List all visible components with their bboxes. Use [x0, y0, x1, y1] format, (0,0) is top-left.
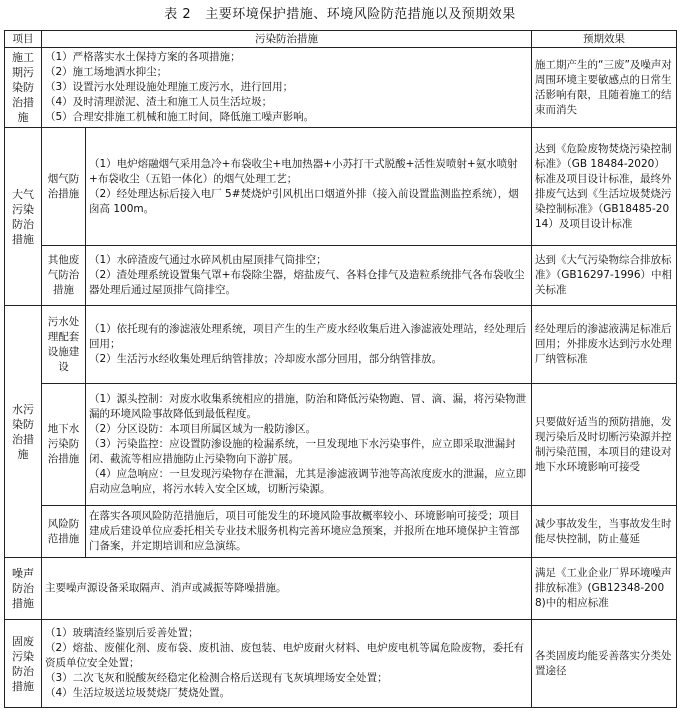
measure-line: （2）渣处理系统设置集气罩+布袋除尘器，熔盐废气、各料仓排气及造粒系统排气各布袋收尘器处理后通过屋顶排气筒排空。 [89, 269, 525, 296]
table-row [5, 246, 677, 306]
measure-line: （4）及时清理淤泥、渣土和施工人员生活垃圾； [45, 96, 273, 108]
measure-line: （3）污染监控：应设置防渗设施的检漏系统，一旦发现地下水污染事件，应立即采取泄漏封闭、截流等相应措施防止污染物向下游扩展。 [89, 438, 516, 465]
table-row [5, 128, 677, 246]
header-row [5, 31, 677, 48]
measures-cell [86, 384, 532, 506]
table-number: 表 2 [164, 7, 192, 22]
measure-line: （2）生活污水经收集处理后纳管排放；冷却废水部分回用，部分纳管排放。 [89, 353, 443, 365]
subcategory-cell: 风险防范措施 [42, 506, 86, 558]
category-cell: 水污染防治措施 [5, 306, 42, 558]
effect-cell: 减少事故发生，当事故发生时能尽快控制，防止蔓延 [532, 506, 677, 558]
header-measures: 污染防治措施 [42, 31, 532, 48]
effect-cell: 各类固废均能妥善落实分类处置途径 [532, 620, 677, 708]
measure-line: （1）水碎渣废气通过水碎风机由屋顶排气筒排空； [89, 254, 327, 266]
measure-line: （2）分区设防：本项目所属区域为一般防渗区。 [89, 423, 317, 435]
subcategory-cell: 其他废气防治措施 [42, 246, 86, 306]
measure-line: （4）生活垃圾送垃圾焚烧厂焚烧处置。 [45, 687, 231, 699]
table-row [5, 506, 677, 558]
subcategory-cell: 地下水污染防治措施 [42, 384, 86, 506]
measure-line: （1）电炉熔融烟气采用急冷+布袋收尘+电加热器+小苏打干式脱酸+活性炭喷射+氨水喷射+布袋收尘（五铅一体化）的烟气处理工艺； [89, 157, 518, 185]
measure-line: （1）玻璃渣经鉴别后妥善处置； [45, 627, 199, 639]
measures-cell [86, 306, 532, 384]
measures-table [4, 30, 677, 708]
measure-line: （3）设置污水处理设施处理施工废污水，进行回用； [45, 81, 294, 93]
category-cell: 固废污染防治措施 [5, 620, 42, 708]
measure-line: （1）源头控制：对废水收集系统相应的措施，防治和降低污染物跑、冒、滴、漏，将污染物泄漏的环境风险事故降低到最低程度。 [89, 393, 527, 420]
measures-cell [86, 246, 532, 306]
measure-line: （2）经处理达标后接入电厂 5#焚烧炉引风机出口烟道外排（接入前设置监测监控系统），烟囱高 100m。 [89, 187, 519, 215]
category-cell: 噪声防治措施 [5, 558, 42, 620]
effect-cell: 满足《工业企业厂界环境噪声排放标准》(GB12348-2008)中的相应标准 [532, 558, 677, 620]
header-item: 项目 [5, 31, 42, 48]
measure-line: （2）施工场地洒水抑尘； [45, 66, 168, 78]
table-row [5, 558, 677, 620]
category-cell: 大气污染防治措施 [5, 128, 42, 306]
table-row [5, 306, 677, 384]
subcategory-cell: 烟气防治措施 [42, 128, 86, 246]
table-row [5, 620, 677, 708]
effect-cell: 只要做好适当的预防措施，发现污染后及时切断污染源并控制污染范围，本项目的建设对地下水环境影响可接受 [532, 384, 677, 506]
measure-line: （1）严格落实水土保持方案的各项措施； [45, 51, 241, 63]
measures-cell [42, 48, 532, 128]
effect-cell: 施工期产生的“三废”及噪声对周围环境主要敏感点的日常生活影响有限，且随着施工的结束而消失 [532, 48, 677, 128]
effect-cell: 达到《大气污染物综合排放标准》（GB16297-1996）中相关标准 [532, 246, 677, 306]
subcategory-cell: 污水处理配套设施建设 [42, 306, 86, 384]
effect-cell: 经处理后的渗滤液满足标准后回用；外排废水达到污水处理厂纳管标准 [532, 306, 677, 384]
measure-line: （2）熔盐、废催化剂、废布袋、废机油、废包装、电炉废耐火材料、电炉废电机等属危险废物，委托有资质单位安全处置； [45, 642, 525, 669]
measure-line: 在落实各项风险防范措施后，项目可能发生的环境风险事故概率较小、环境影响可接受；项目建成后建设单位应委托相关专业技术服务机构完善环境应急预案，并报所在地环境保护主管部门备案，并定期培训和应急演练。 [89, 510, 520, 552]
measure-line: （5）合理安排施工机械和施工时间，降低施工噪声影响。 [45, 111, 315, 123]
measures-cell [42, 620, 532, 708]
measure-line: （3）二次飞灰和脱酸灰经稳定化检测合格后送现有飞灰填埋场安全处置； [45, 672, 388, 684]
table-title: 主要环境保护措施、环境风险防范措施以及预期效果 [205, 7, 516, 22]
table-row [5, 384, 677, 506]
table-caption [0, 0, 680, 30]
measure-line: 主要噪声源设备采取隔声、消声或减振等降噪措施。 [45, 582, 287, 594]
measures-cell [86, 506, 532, 558]
effect-cell: 达到《危险废物焚烧污染控制标准》（GB 18484-2020）标准及项目设计标准，最终外排废气达到《生活垃圾焚烧污染控制标准》（GB18485-2014）及项目设计标准 [532, 128, 677, 246]
table-row [5, 48, 677, 128]
measures-cell [86, 128, 532, 246]
measures-cell [42, 558, 532, 620]
measure-line: （1）依托现有的渗滤液处理系统，项目产生的生产废水经收集后进入渗滤液处理站，经处理后回用； [89, 323, 527, 350]
header-effect: 预期效果 [532, 31, 677, 48]
category-cell: 施工期污染防治措施 [5, 48, 42, 128]
measure-line: （4）应急响应：一旦发现污染物存在泄漏，尤其是渗滤液调节池等高浓度废水的泄漏，应立即启动应急响应，将污水转入安全区域，切断污染源。 [89, 468, 527, 495]
